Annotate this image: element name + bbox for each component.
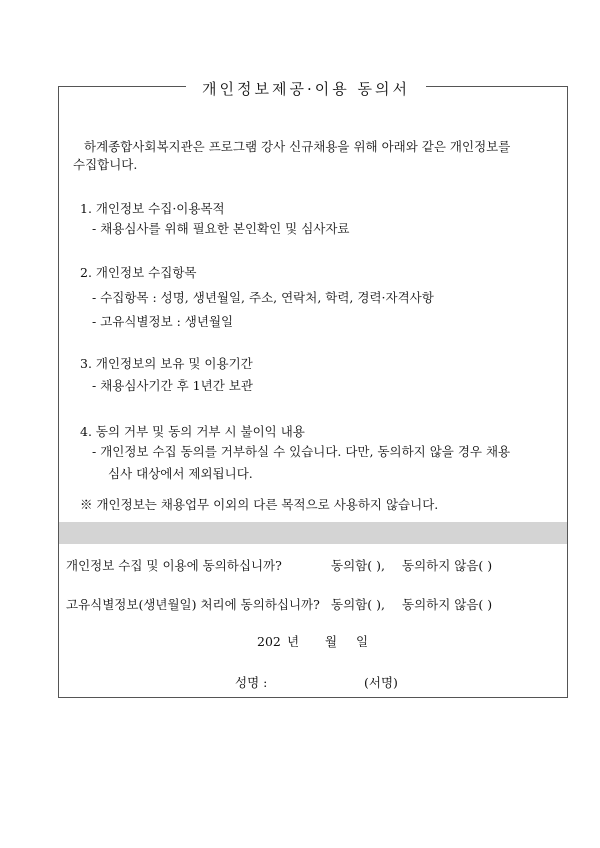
separator-bar xyxy=(59,522,567,544)
consent-1-agree[interactable]: 동의함( ), xyxy=(331,558,385,573)
section-2-item-1: - 수집항목 : 성명, 생년월일, 주소, 연락처, 학력, 경력·자격사항 xyxy=(92,290,434,305)
section-1-item-1: - 채용심사를 위해 필요한 본인확인 및 심사자료 xyxy=(92,221,350,236)
date-year: 202 xyxy=(257,634,281,649)
intro-line-2: 수집합니다. xyxy=(73,157,138,172)
section-2-item-2: - 고유식별정보 : 생년월일 xyxy=(92,314,234,329)
section-4-item-1: - 개인정보 수집 동의를 거부하실 수 있습니다. 다만, 동의하지 않을 경우 채용 xyxy=(92,444,511,459)
section-1-heading: 1. 개인정보 수집·이용목적 xyxy=(80,201,225,216)
section-4-item-2: 심사 대상에서 제외됩니다. xyxy=(108,466,253,481)
intro-line-1: 하계종합사회복지관은 프로그램 강사 신규채용을 위해 아래와 같은 개인정보를 xyxy=(84,139,511,154)
section-4-heading: 4. 동의 거부 및 동의 거부 시 불이익 내용 xyxy=(80,424,305,439)
consent-1-question: 개인정보 수집 및 이용에 동의하십니까? xyxy=(66,558,282,573)
consent-2-agree[interactable]: 동의함( ), xyxy=(331,597,385,612)
date-month-unit: 월 xyxy=(325,634,338,649)
consent-2-disagree[interactable]: 동의하지 않음( ) xyxy=(402,597,493,612)
signature-label: 성명 : xyxy=(235,675,268,690)
consent-2-question: 고유식별정보(생년월일) 처리에 동의하십니까? xyxy=(66,597,320,612)
consent-1-disagree[interactable]: 동의하지 않음( ) xyxy=(402,558,493,573)
notice-text: ※ 개인정보는 채용업무 이외의 다른 목적으로 사용하지 않습니다. xyxy=(80,497,439,512)
date-day-unit: 일 xyxy=(356,634,369,649)
section-2-heading: 2. 개인정보 수집항목 xyxy=(80,265,197,280)
signature-sign[interactable]: (서명) xyxy=(364,675,398,690)
section-3-item-1: - 채용심사기간 후 1년간 보관 xyxy=(92,378,253,393)
date-year-unit: 년 xyxy=(287,634,300,649)
section-3-heading: 3. 개인정보의 보유 및 이용기간 xyxy=(80,356,253,371)
document-title: 개인정보제공·이용 동의서 xyxy=(186,76,426,102)
